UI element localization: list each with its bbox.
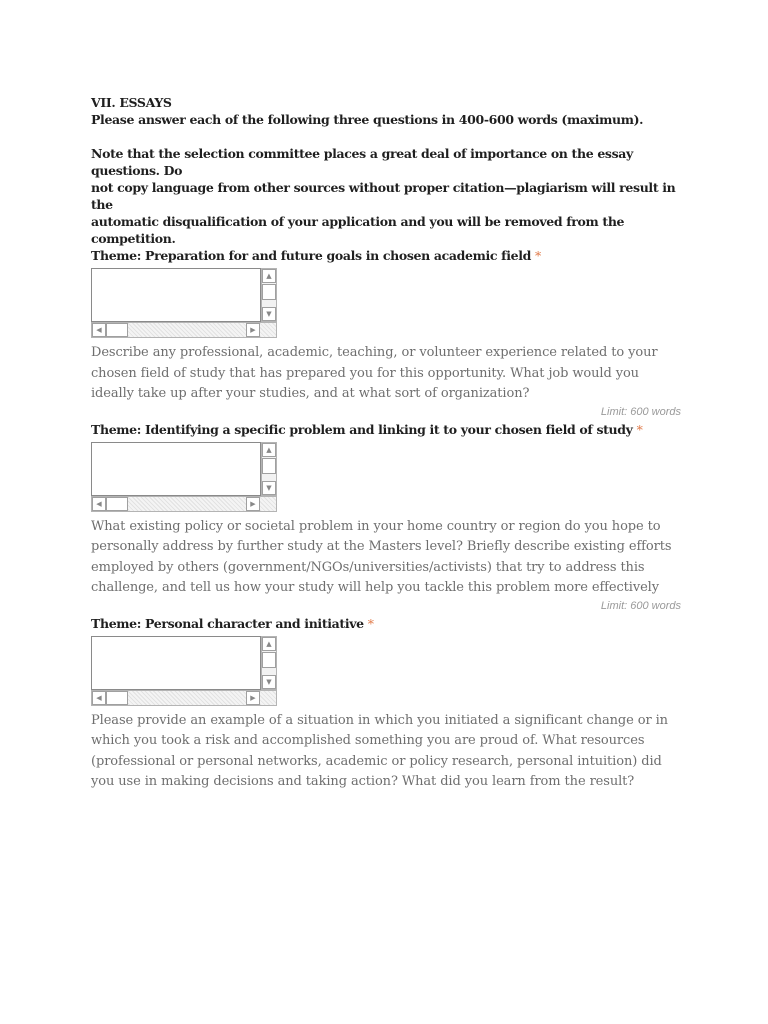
scroll-right-arrow-icon[interactable]: ▶ (246, 323, 260, 337)
essay-answer-textarea[interactable] (91, 442, 277, 513)
scroll-down-arrow-icon[interactable]: ▼ (262, 675, 276, 689)
scroll-right-arrow-icon[interactable]: ▶ (246, 691, 260, 705)
scroll-right-arrow-icon[interactable]: ▶ (246, 497, 260, 511)
description-line: What existing policy or societal problem in your home country or region do you hope to (91, 518, 661, 534)
required-marker: * (535, 248, 541, 263)
scroll-left-arrow-icon[interactable]: ◀ (92, 691, 106, 705)
theme-text: Theme: Preparation for and future goals in chosen academic field (91, 248, 531, 263)
vertical-scroll-thumb[interactable] (262, 652, 276, 668)
vertical-scroll-thumb[interactable] (262, 458, 276, 474)
theme-label (91, 247, 681, 264)
description-line: challenge, and tell us how your study will help you tackle this problem more effectively (91, 580, 659, 595)
description-line: Please provide an example of a situation in which you initiated a significant change or in (91, 712, 668, 728)
vertical-scrollbar[interactable] (261, 636, 277, 690)
description-line: employed by others (government/NGOs/universities/activists) that try to address this (91, 559, 645, 575)
essay-answer-textarea[interactable] (91, 636, 277, 707)
scroll-up-arrow-icon[interactable]: ▲ (262, 443, 276, 457)
plagiarism-note (91, 145, 681, 247)
word-limit: Limit: 600 words (600, 405, 681, 418)
essay-question-2 (91, 421, 681, 612)
theme-label (91, 421, 681, 438)
scroll-down-arrow-icon[interactable]: ▼ (262, 481, 276, 495)
scroll-up-arrow-icon[interactable]: ▲ (262, 637, 276, 651)
required-marker: * (367, 615, 374, 631)
essay-answer-textarea[interactable] (91, 268, 277, 339)
textarea-body[interactable] (91, 636, 261, 690)
question-description (91, 343, 681, 405)
scroll-up-arrow-icon[interactable]: ▲ (262, 269, 276, 283)
description-line: you use in making decisions and taking action? What did you learn from the result? (91, 774, 635, 789)
question-description (91, 711, 681, 793)
note-line: Note that the selection committee places a great deal of importance on the essay questions. Do (91, 146, 633, 178)
description-line: (professional or personal networks, academic or policy research, personal intuition) did (91, 753, 662, 769)
horizontal-scroll-thumb[interactable] (106, 691, 128, 705)
vertical-scroll-thumb[interactable] (262, 284, 276, 300)
section-title: VII. ESSAYS (91, 95, 172, 110)
description-line: ideally take up after your studies, and at what sort of organization? (91, 386, 530, 401)
vertical-scrollbar[interactable] (261, 268, 277, 322)
horizontal-scroll-thumb[interactable] (106, 497, 128, 511)
word-limit: Limit: 600 words (600, 599, 681, 612)
description-line: which you took a risk and accomplished something you are proud of. What resources (91, 733, 645, 748)
essay-question-1 (91, 247, 681, 418)
horizontal-scrollbar[interactable] (91, 690, 277, 706)
note-line: automatic disqualification of your application and you will be removed from the competition. (91, 214, 625, 246)
vertical-scrollbar[interactable] (261, 442, 277, 496)
horizontal-scrollbar[interactable] (91, 496, 277, 512)
required-marker: * (636, 421, 643, 437)
textarea-body[interactable] (91, 442, 261, 496)
description-line: chosen field of study that has prepared you for this opportunity. What job would you (91, 365, 639, 381)
scroll-down-arrow-icon[interactable]: ▼ (262, 307, 276, 321)
horizontal-scrollbar[interactable] (91, 322, 277, 338)
scroll-left-arrow-icon[interactable]: ◀ (92, 497, 106, 511)
scroll-left-arrow-icon[interactable]: ◀ (92, 323, 106, 337)
essay-question-3 (91, 615, 681, 793)
essay-form (91, 94, 681, 793)
question-description (91, 517, 681, 599)
description-line: personally address by further study at the Masters level? Briefly describe existing efforts (91, 539, 672, 554)
theme-text: Theme: Personal character and initiative (91, 615, 364, 631)
theme-label (91, 615, 681, 632)
theme-text: Theme: Identifying a specific problem and linking it to your chosen field of study (91, 421, 633, 437)
section-instructions: Please answer each of the following three questions in 400-600 words (maximum). (91, 112, 644, 127)
textarea-body[interactable] (91, 268, 261, 322)
horizontal-scroll-thumb[interactable] (106, 323, 128, 337)
note-line: not copy language from other sources without proper citation—plagiarism will result in the (91, 180, 676, 212)
description-line: Describe any professional, academic, teaching, or volunteer experience related to your (91, 345, 658, 360)
